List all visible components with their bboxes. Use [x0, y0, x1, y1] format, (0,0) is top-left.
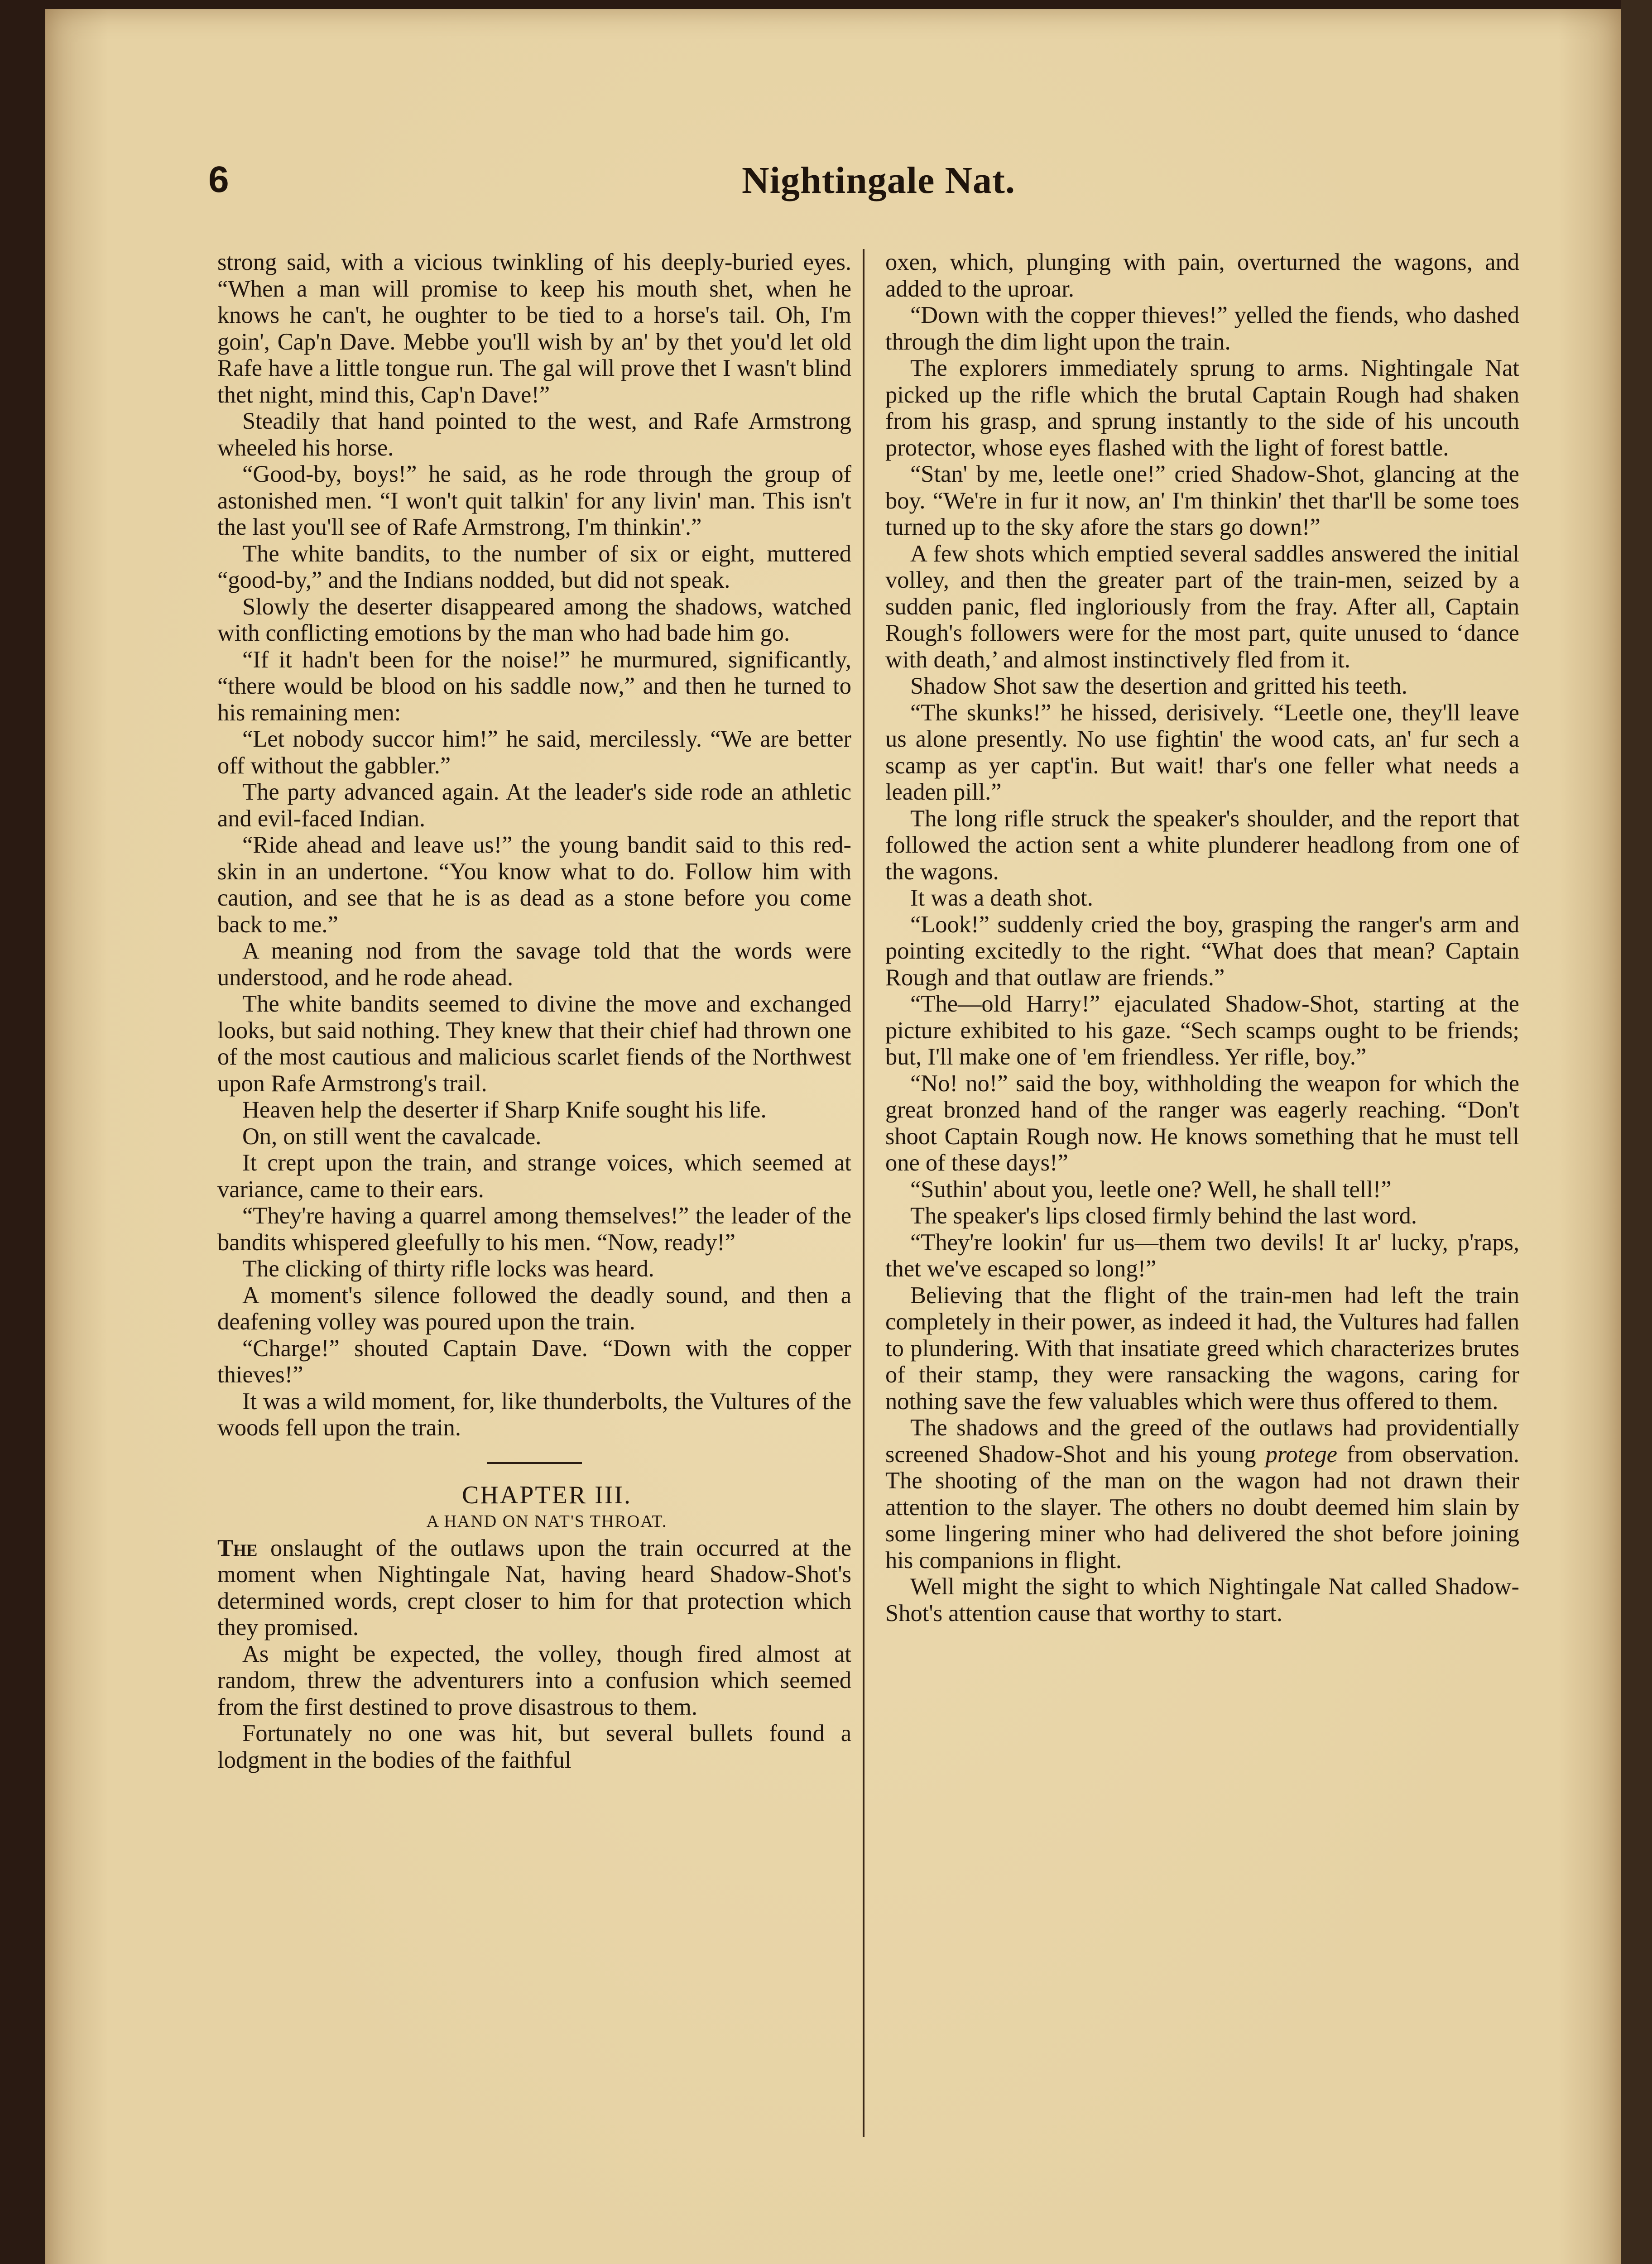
paragraph: “Suthin' about you, leetle one? Well, he shall tell!”	[910, 1176, 1392, 1203]
paragraph: It was a wild moment, for, like thunderbolts, the Vultures of the woods fell upon the train.	[217, 1388, 851, 1441]
paragraph: “Let nobody succor him!” he said, mercilessly. “We are better off without the gabbler.”	[217, 726, 851, 779]
italic-word: protege	[1265, 1441, 1337, 1468]
paragraph: strong said, with a vicious twinkling of his deeply-buried eyes. “When a man will promise to keep his mouth shet, when he knows he can't, he oughter to be tied to a horse's tail. Oh, I'm goin', Cap'n Dave. Mebbe you'll wish by an' by thet you'd let old Rafe have a little tongue run. The gal will prove thet I wasn't blind thet night, mind this, Cap'n Dave!”	[217, 249, 851, 408]
paragraph: The party advanced again. At the leader's side rode an athletic and evil-faced Indian.	[217, 779, 851, 832]
paragraph: A meaning nod from the savage told that the words were understood, and he rode ahead.	[217, 938, 851, 991]
page-header	[208, 158, 1549, 213]
paragraph: A moment's silence followed the deadly sound, and then a deafening volley was poured upon the train.	[217, 1282, 851, 1335]
paragraph: “Down with the copper thieves!” yelled the fiends, who dashed through the dim light upon the train.	[885, 302, 1519, 355]
paragraph: “Charge!” shouted Captain Dave. “Down with the copper thieves!”	[217, 1335, 851, 1388]
paragraph: Heaven help the deserter if Sharp Knife sought his life.	[242, 1097, 767, 1123]
paragraph: The clicking of thirty rifle locks was heard.	[242, 1256, 654, 1282]
paragraph: “The skunks!” he hissed, derisively. “Leetle one, they'll leave us alone presently. No use fightin' the wood cats, an' fur sech a scamp as yer capt'in. But wait! thar's one feller what needs a leaden pill.”	[885, 699, 1519, 805]
opening-word: The	[217, 1535, 258, 1561]
chapter-heading: CHAPTER III.	[461, 1481, 632, 1509]
chapter-subtitle: A HAND ON NAT'S THROAT.	[426, 1512, 668, 1531]
paragraph: It was a death shot.	[910, 885, 1093, 911]
left-text-column	[217, 249, 851, 1773]
paragraph: “They're having a quarrel among themselves!” the leader of the bandits whispered gleefully to his men. “Now, ready!”	[217, 1203, 851, 1256]
paragraph: Slowly the deserter disappeared among the shadows, watched with conflicting emotions by the man who had bade him go.	[217, 593, 851, 646]
paragraph: It crept upon the train, and strange voices, which seemed at variance, came to their ears.	[217, 1150, 851, 1203]
paragraph-text: onslaught of the outlaws upon the train occurred at the moment when Nightingale Nat, having heard Shadow-Shot's determined words, crept closer to him for that protection which they promised.	[217, 1535, 851, 1640]
paragraph: “Good-by, boys!” he said, as he rode through the group of astonished men. “I won't quit talkin' for any livin' man. This isn't the last you'll see of Rafe Armstrong, I'm thinkin'.”	[217, 461, 851, 540]
paragraph: “Stan' by me, leetle one!” cried Shadow-Shot, glancing at the boy. “We're in fur it now, an' I'm thinkin' thet thar'll be some toes turned up to the sky afore the stars go down!”	[885, 461, 1519, 540]
paragraph: “The—old Harry!” ejaculated Shadow-Shot, starting at the picture exhibited to his gaze. “Sech scamps ought to be friends; but, I'll make one of 'em friendless. Yer rifle, boy.”	[885, 991, 1519, 1070]
paragraph: “No! no!” said the boy, withholding the weapon for which the great bronzed hand of the ranger was eagerly reaching. “Don't shoot Captain Rough now. He knows something that he must tell one of these days!”	[885, 1070, 1519, 1176]
paragraph: A few shots which emptied several saddles answered the initial volley, and then the greater part of the train-men, seized by a sudden panic, fled ingloriously from the fray. After all, Captain Rough's followers were for the most part, quite unused to ‘dance with death,’ and almost instinctively fled from it.	[885, 540, 1519, 673]
paragraph: oxen, which, plunging with pain, overturned the wagons, and added to the uproar.	[885, 249, 1519, 302]
paragraph: The explorers immediately sprung to arms. Nightingale Nat picked up the rifle which the brutal Captain Rough had shaken from his grasp, and sprung instantly to the side of his uncouth protector, whose eyes flashed with the light of forest battle.	[885, 355, 1519, 461]
book-page	[45, 9, 1621, 2264]
paragraph: As might be expected, the volley, though fired almost at random, threw the adventurers into a confusion which seemed from the first destined to prove disastrous to them.	[217, 1640, 851, 1720]
chapter-opening-paragraph	[217, 1535, 851, 1641]
paragraph: Steadily that hand pointed to the west, and Rafe Armstrong wheeled his horse.	[217, 408, 851, 461]
scan-background-edge	[1621, 0, 1652, 2264]
section-divider	[487, 1462, 582, 1464]
paragraph: The long rifle struck the speaker's shoulder, and the report that followed the action sent a white plunderer headlong from one of the wagons.	[885, 805, 1519, 885]
paragraph	[885, 1415, 1519, 1573]
paragraph-text: from observation. The shooting of the man on the wagon had not drawn their attention to the slayer. The others no doubt deemed him slain by some lingering miner who had delivered the shot before joining his companions in flight.	[885, 1441, 1519, 1573]
right-text-column	[885, 249, 1519, 1626]
paragraph: Fortunately no one was hit, but several bullets found a lodgment in the bodies of the faithful	[217, 1720, 851, 1773]
paragraph: The speaker's lips closed firmly behind the last word.	[910, 1203, 1417, 1229]
paragraph: Believing that the flight of the train-men had left the train completely in their power, as indeed it had, the Vultures had fallen to plundering. With that insatiate greed which characterizes brutes of their stamp, they were ransacking the wagons, caring for nothing save the few valuables which were thus offered to them.	[885, 1282, 1519, 1415]
column-separator-rule	[863, 249, 864, 2137]
paragraph: The white bandits seemed to divine the move and exchanged looks, but said nothing. They knew that their chief had thrown one of the most cautious and malicious scarlet fiends of the Northwest upon Rafe Armstrong's trail.	[217, 991, 851, 1097]
page-number: 6	[208, 159, 229, 200]
paragraph: Well might the sight to which Nightingale Nat called Shadow-Shot's attention cause that worthy to start.	[885, 1573, 1519, 1626]
paragraph: Shadow Shot saw the desertion and gritted his teeth.	[910, 673, 1407, 699]
paragraph: “Ride ahead and leave us!” the young bandit said to this red-skin in an undertone. “You know what to do. Follow him with caution, and see that he is as dead as a stone before you come back to me.”	[217, 832, 851, 938]
paragraph: “If it hadn't been for the noise!” he murmured, significantly, “there would be blood on his saddle now,” and then he turned to his remaining men:	[217, 646, 851, 726]
paragraph: On, on still went the cavalcade.	[242, 1123, 542, 1150]
running-head-title: Nightingale Nat.	[742, 159, 1015, 201]
paragraph: “They're lookin' fur us—them two devils! It ar' lucky, p'raps, thet we've escaped so long!”	[885, 1229, 1519, 1282]
paragraph: “Look!” suddenly cried the boy, grasping the ranger's arm and pointing excitedly to the right. “What does that mean? Captain Rough and that outlaw are friends.”	[885, 911, 1519, 991]
paragraph: The white bandits, to the number of six or eight, muttered “good-by,” and the Indians nodded, but did not speak.	[217, 540, 851, 593]
paragraph-text: The shadows and the greed of the outlaws had providentially screened Shadow-Shot and his young	[885, 1415, 1519, 1468]
